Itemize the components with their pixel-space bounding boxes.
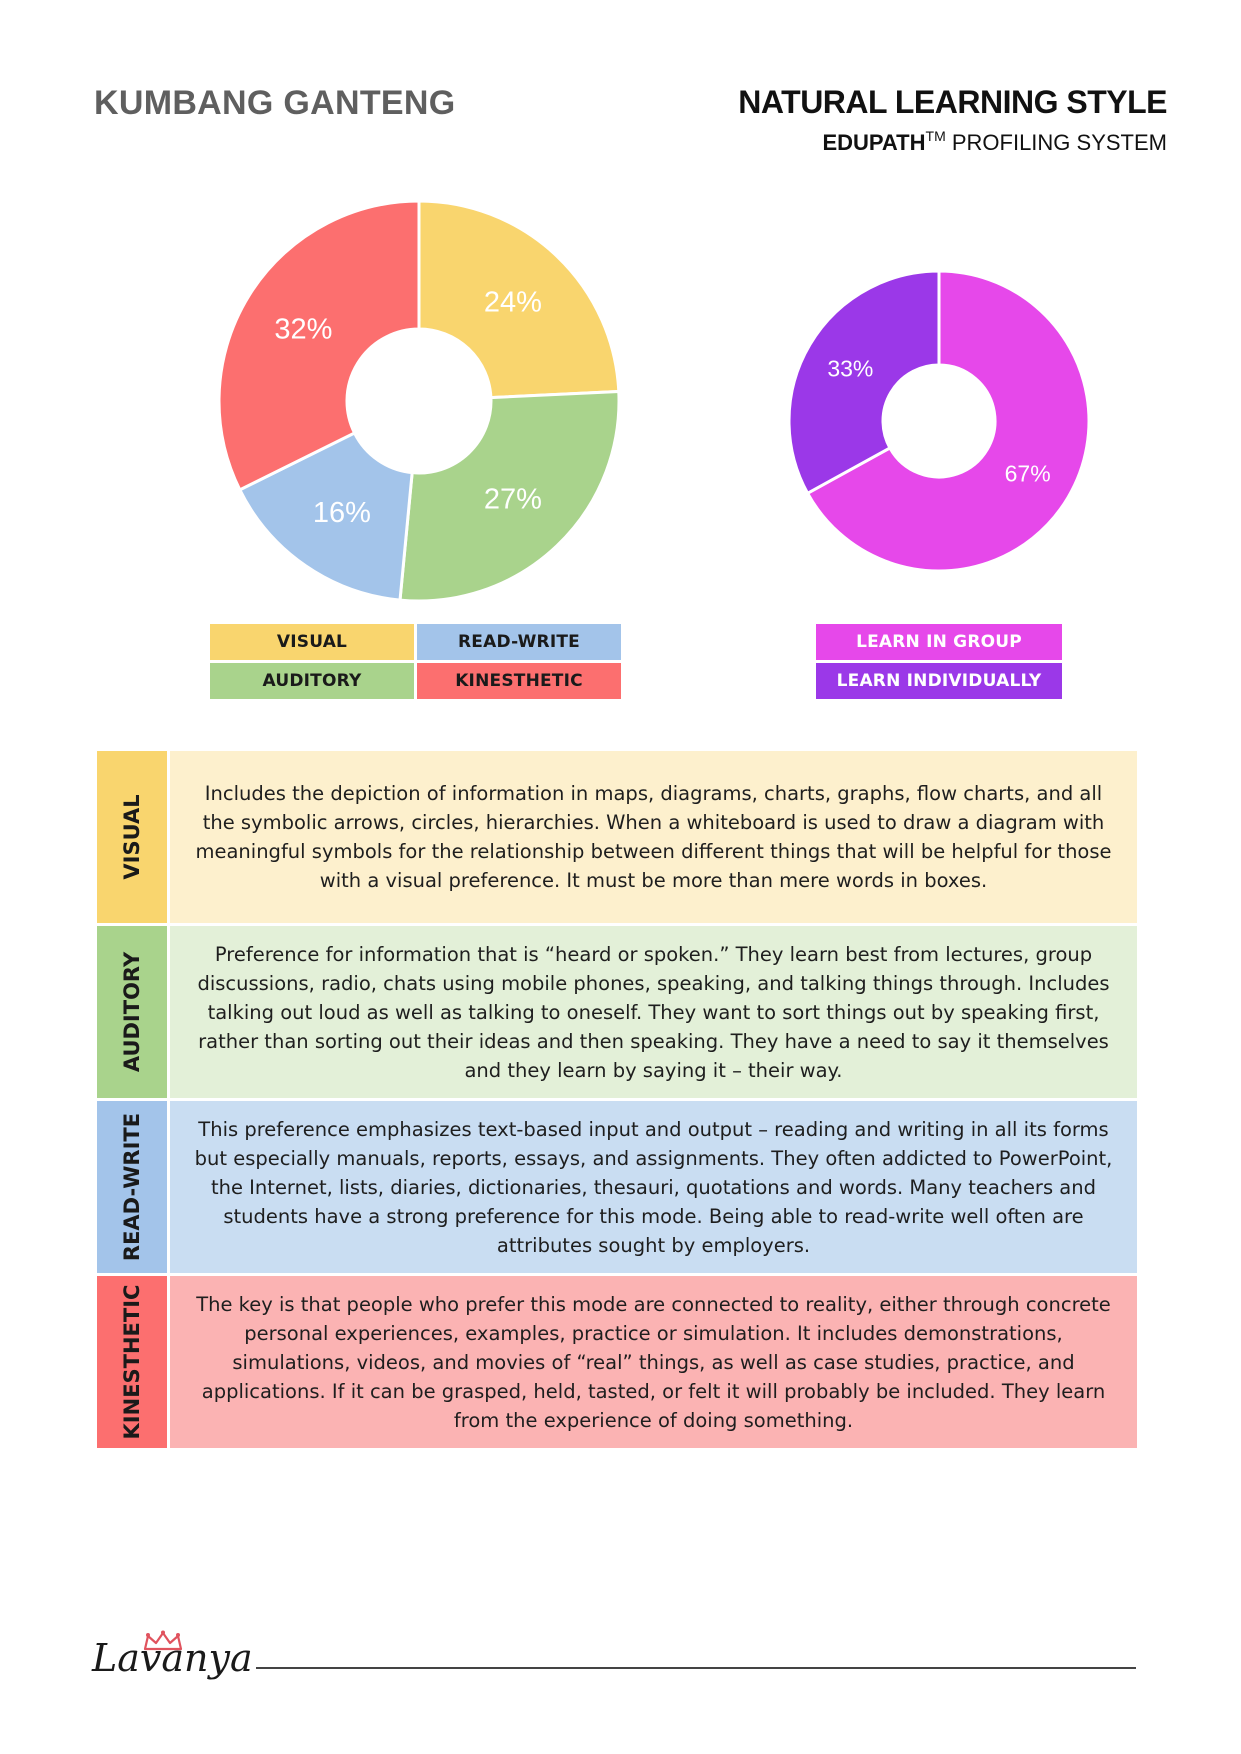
style-tab-visual — [97, 751, 167, 923]
style-tab-auditory — [97, 926, 167, 1098]
slice-label-learn-in-group: 67% — [1004, 460, 1051, 487]
style-description: The key is that people who prefer this mode are connected to reality, either through concrete personal experiences, examples, practice or simulation. It includes demonstrations, simulations, videos, and movies of “real” things, as well as case studies, practice, and applications. If it can be grasped, held, tasted, or felt it will probably be included. They learn from the experience of doing something. — [170, 1276, 1137, 1448]
style-description: Preference for information that is “heard or spoken.” They learn best from lectures, group discussions, radio, chats using mobile phones, speaking, and talking things through. Includes talking out loud as well as talking to oneself. They want to sort things out by speaking first, rather than sorting out their ideas and then speaking. They have a need to say it themselves and they learn by saying it – their way. — [170, 926, 1137, 1098]
style-name: KINESTHETIC — [120, 1284, 144, 1440]
style-name: VISUAL — [120, 794, 144, 880]
style-description: This preference emphasizes text-based input and output – reading and writing in all its forms but especially manuals, reports, essays, and assignments. They often addicted to PowerPoint, the Internet, lists, diaries, dictionaries, thesauri, quotations and words. Many teachers and students have a strong preference for this mode. Being able to read-write well often are attributes sought by employers. — [170, 1101, 1137, 1273]
legend-item-kinesthetic: KINESTHETIC — [417, 663, 621, 699]
legend-item-auditory: AUDITORY — [210, 663, 414, 699]
style-name: READ-WRITE — [120, 1112, 144, 1262]
style-tab-kinesthetic — [97, 1276, 167, 1448]
slice-label-learn-individually: 33% — [827, 355, 874, 382]
report-subtitle — [822, 130, 1167, 156]
trademark-mark: TM — [925, 128, 946, 144]
slice-label-auditory: 27% — [483, 483, 542, 516]
legend-item-learn-individually: LEARN INDIVIDUALLY — [816, 663, 1062, 699]
group-individual-donut-chart — [787, 269, 1091, 573]
donut-slice-learn-individually — [789, 271, 939, 493]
legend-item-visual: VISUAL — [210, 624, 414, 660]
legend-item-learn-in-group: LEARN IN GROUP — [816, 624, 1062, 660]
student-name: KUMBANG GANTENG — [94, 84, 456, 122]
style-row-kinesthetic — [97, 1276, 1137, 1448]
logo-text: Lavanya — [92, 1636, 253, 1680]
lavanya-logo — [92, 1630, 253, 1690]
learning-style-donut-chart — [217, 199, 621, 603]
group-individual-legend — [816, 624, 1062, 699]
style-row-auditory — [97, 926, 1137, 1098]
report-title: NATURAL LEARNING STYLE — [738, 84, 1167, 120]
style-row-read-write — [97, 1101, 1137, 1273]
subtitle-brand: EDUPATH — [822, 130, 926, 155]
learning-style-legend — [210, 624, 621, 699]
style-name: AUDITORY — [120, 951, 144, 1073]
footer-divider — [256, 1667, 1136, 1669]
legend-item-read-write: READ-WRITE — [417, 624, 621, 660]
donut-slice-kinesthetic — [219, 201, 419, 490]
subtitle-rest: PROFILING SYSTEM — [945, 130, 1167, 155]
learning-style-table — [97, 751, 1137, 1451]
slice-label-kinesthetic: 32% — [274, 313, 333, 346]
slice-label-read-write: 16% — [312, 497, 371, 530]
style-description: Includes the depiction of information in maps, diagrams, charts, graphs, flow charts, and all the symbolic arrows, circles, hierarchies. When a whiteboard is used to draw a diagram with meaningful symbols for the relationship between different things that will be helpful for those with a visual preference. It must be more than mere words in boxes. — [170, 751, 1137, 923]
style-tab-read-write — [97, 1101, 167, 1273]
style-row-visual — [97, 751, 1137, 923]
slice-label-visual: 24% — [483, 286, 542, 319]
